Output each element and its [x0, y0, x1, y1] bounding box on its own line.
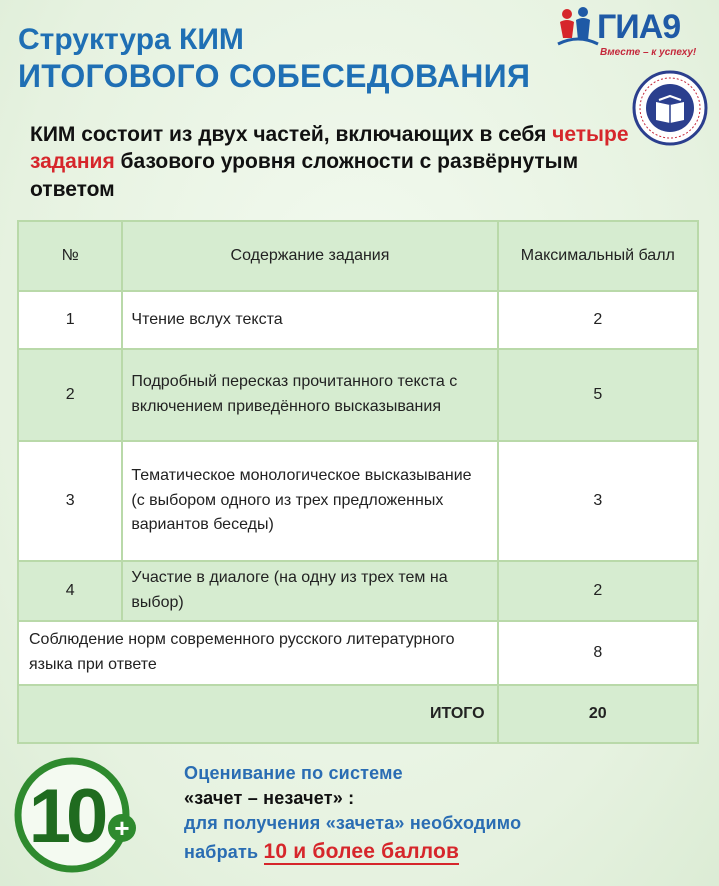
table-row: [18, 349, 698, 441]
grading-threshold: 10 и более баллов: [263, 839, 460, 863]
logo-slogan: Вместе – к успеху!: [600, 47, 697, 58]
table-row-norms: [18, 621, 698, 685]
grading-info: [184, 761, 521, 866]
intro-text-start: КИМ состоит из двух частей, включающих в себя: [30, 123, 553, 146]
header-content: Содержание задания: [122, 221, 497, 291]
gia9-logo: [556, 4, 716, 60]
grading-line-4-prefix: набрать: [184, 841, 264, 862]
title-line-1: Структура КИМ: [18, 23, 244, 56]
intro-highlight: четыре задания: [30, 123, 629, 174]
badge-plus: +: [114, 813, 130, 843]
badge-number: 10: [28, 774, 104, 859]
row-score: 2: [498, 561, 698, 621]
row-score: 3: [498, 441, 698, 561]
ministry-emblem-icon: [632, 70, 708, 146]
table-row-total: [18, 685, 698, 743]
gia9-figures-icon: [556, 6, 600, 50]
row-score: 5: [498, 349, 698, 441]
row-score: 2: [498, 291, 698, 349]
row-content: Участие в диалоге (на одну из трех тем на выбор): [122, 561, 497, 621]
row-content: Подробный пересказ прочитанного текста с включением приведённого высказывания: [122, 349, 497, 441]
row-num: 1: [18, 291, 122, 349]
table-row: [18, 291, 698, 349]
row-num: 4: [18, 561, 122, 621]
ten-plus-badge: [14, 756, 146, 874]
table-row: [18, 561, 698, 621]
row-num: 2: [18, 349, 122, 441]
title-line-2: ИТОГОВОГО СОБЕСЕДОВАНИЯ: [18, 57, 531, 94]
grading-line-3: для получения «зачета» необходимо: [184, 813, 522, 834]
grading-line-2: «зачет – незачет» :: [184, 788, 355, 809]
grading-line-4: [184, 837, 521, 866]
table-header-row: [18, 221, 698, 291]
row-content: Чтение вслух текста: [122, 291, 497, 349]
row-content: Тематическое монологическое высказывание (с выбором одного из трех предложенных вариантов беседы): [122, 441, 497, 561]
page-title: [18, 24, 530, 93]
kim-structure-table: [17, 220, 699, 744]
intro-text-end: базового уровня сложности с развёрнутым ответом: [30, 150, 579, 201]
header-max-score: Максимальный балл: [498, 221, 698, 291]
row-num: 3: [18, 441, 122, 561]
table-row: [18, 441, 698, 561]
total-label: ИТОГО: [18, 685, 498, 743]
norms-content: Соблюдение норм современного русского литературного языка при ответе: [18, 621, 498, 685]
total-score: 20: [498, 685, 698, 743]
norms-score: 8: [498, 621, 698, 685]
header-num: №: [18, 221, 122, 291]
intro-paragraph: [30, 121, 630, 203]
logo-text: ГИА9: [597, 8, 681, 46]
grading-line-1: Оценивание по системе: [184, 763, 403, 783]
